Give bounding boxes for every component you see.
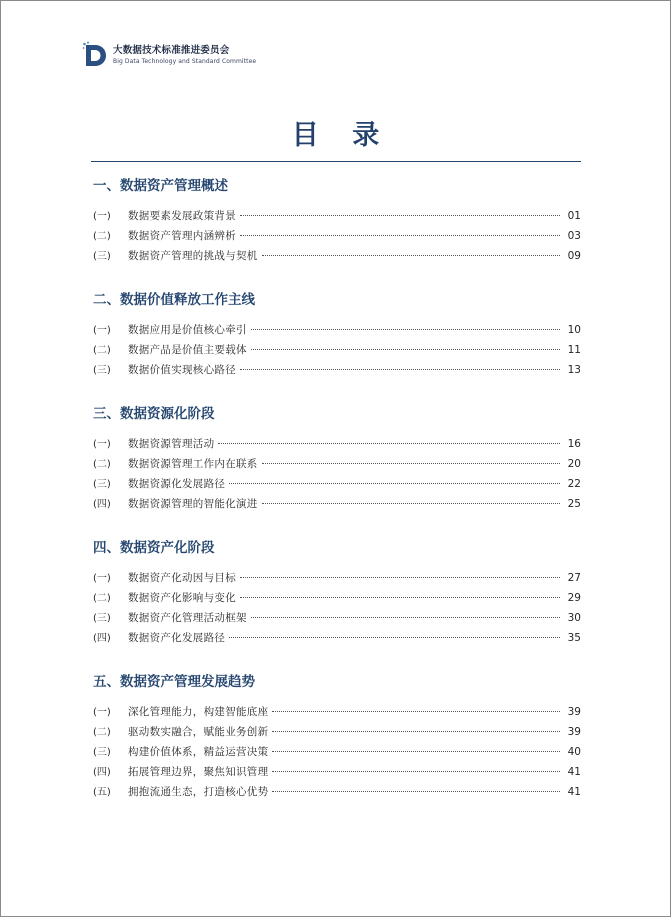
- toc-entry[interactable]: [93, 495, 581, 515]
- toc-leader-dots: [272, 770, 560, 772]
- toc-entry-number: (二): [93, 459, 111, 470]
- toc-leader-dots: [272, 730, 560, 732]
- toc-entry-title: 构建价值体系，精益运营决策: [128, 746, 269, 758]
- toc-entry-number: (二): [93, 231, 111, 242]
- toc-entry[interactable]: [93, 341, 581, 361]
- toc-entry[interactable]: [93, 743, 581, 763]
- toc-leader-dots: [262, 502, 560, 504]
- toc-entry-title: 数据资产管理的挑战与契机: [128, 250, 258, 262]
- toc-section-title[interactable]: 五、数据资产管理发展趋势: [93, 674, 255, 690]
- toc-section: [93, 672, 581, 803]
- toc-page-number: 29: [567, 592, 581, 604]
- toc-entry[interactable]: [93, 569, 581, 589]
- toc-page-number: 03: [567, 230, 581, 242]
- toc-leader-dots: [240, 596, 560, 598]
- toc-page-number: 13: [567, 364, 581, 376]
- toc-entry[interactable]: [93, 783, 581, 803]
- toc-page-number: 25: [567, 498, 581, 510]
- toc-entry-title: 拥抱流通生态，打造核心优势: [128, 786, 269, 798]
- org-name-cn: 大数据技术标准推进委员会: [113, 44, 230, 56]
- bdc-logo-icon: [82, 41, 108, 69]
- title-divider: [91, 161, 581, 162]
- toc-leader-dots: [272, 710, 560, 712]
- toc-entry-title: 驱动数实融合，赋能业务创新: [128, 726, 269, 738]
- toc-leader-dots: [229, 482, 560, 484]
- toc-entry-title: 数据资产化管理活动框架: [128, 612, 247, 624]
- toc-leader-dots: [251, 328, 560, 330]
- toc-page-number: 39: [567, 726, 581, 738]
- toc-entry[interactable]: [93, 321, 581, 341]
- toc-page-number: 39: [567, 706, 581, 718]
- toc-entry-number: (二): [93, 727, 111, 738]
- toc-entry-title: 数据资源管理活动: [128, 438, 215, 450]
- toc-leader-dots: [240, 234, 560, 236]
- toc-entry-title: 数据资源管理的智能化演进: [128, 498, 258, 510]
- toc-entry-number: (三): [93, 365, 111, 376]
- toc-entry-title: 数据资产管理内涵辨析: [128, 230, 236, 242]
- toc-section-title[interactable]: 三、数据资源化阶段: [93, 406, 215, 422]
- toc-entry-title: 拓展管理边界，聚焦知识管理: [128, 766, 269, 778]
- toc-entry-title: 数据要素发展政策背景: [128, 210, 236, 222]
- toc-leader-dots: [272, 750, 560, 752]
- toc-entry-number: (五): [93, 787, 111, 798]
- toc-entry-number: (四): [93, 767, 111, 778]
- toc-entry-number: (四): [93, 499, 111, 510]
- toc-entry-title: 数据价值实现核心路径: [128, 364, 236, 376]
- toc-leader-dots: [262, 254, 560, 256]
- toc-leader-dots: [240, 576, 560, 578]
- toc-section: [93, 176, 581, 267]
- toc-entry[interactable]: [93, 227, 581, 247]
- toc-entry[interactable]: [93, 609, 581, 629]
- toc-entry-number: (三): [93, 747, 111, 758]
- toc-section: [93, 538, 581, 649]
- toc-entry-number: (一): [93, 439, 111, 450]
- toc-entry-title: 数据资产化发展路径: [128, 632, 226, 644]
- toc-page-number: 10: [567, 324, 581, 336]
- toc-entry[interactable]: [93, 589, 581, 609]
- toc-entry[interactable]: [93, 475, 581, 495]
- toc-entry[interactable]: [93, 361, 581, 381]
- toc-leader-dots: [251, 616, 560, 618]
- org-name: [113, 45, 256, 66]
- toc-page-number: 01: [567, 210, 581, 222]
- toc-entry[interactable]: [93, 723, 581, 743]
- toc-leader-dots: [218, 442, 560, 444]
- toc-entry-number: (三): [93, 251, 111, 262]
- toc-entry-title: 数据应用是价值核心牵引: [128, 324, 247, 336]
- toc-section: [93, 290, 581, 381]
- toc-entry-number: (一): [93, 325, 111, 336]
- toc-entry[interactable]: [93, 629, 581, 649]
- toc-page-number: 20: [567, 458, 581, 470]
- toc-entry-number: (一): [93, 573, 111, 584]
- toc-page-number: 09: [567, 250, 581, 262]
- toc-entry[interactable]: [93, 703, 581, 723]
- toc-section-title[interactable]: 四、数据资产化阶段: [93, 540, 215, 556]
- toc-page-number: 11: [567, 344, 581, 356]
- toc-leader-dots: [262, 462, 560, 464]
- toc-entry-title: 数据资产化动因与目标: [128, 572, 236, 584]
- toc-entry-title: 数据资源化发展路径: [128, 478, 226, 490]
- toc-section-title[interactable]: 一、数据资产管理概述: [93, 178, 228, 194]
- page-title: 目 录: [291, 120, 392, 151]
- toc-page-number: 35: [567, 632, 581, 644]
- toc-entry-title: 数据资产化影响与变化: [128, 592, 236, 604]
- header: [82, 41, 256, 69]
- toc-entry-number: (三): [93, 613, 111, 624]
- toc-entry[interactable]: [93, 207, 581, 227]
- toc-leader-dots: [272, 790, 560, 792]
- toc-entry-number: (一): [93, 211, 111, 222]
- toc-entry[interactable]: [93, 455, 581, 475]
- toc-entry-number: (四): [93, 633, 111, 644]
- toc-leader-dots: [251, 348, 560, 350]
- org-name-en: Big Data Technology and Standard Committee: [113, 57, 257, 65]
- toc-page-number: 41: [567, 766, 581, 778]
- toc-leader-dots: [229, 636, 560, 638]
- toc-section: [93, 404, 581, 515]
- toc-entry[interactable]: [93, 247, 581, 267]
- toc-entry[interactable]: [93, 763, 581, 783]
- toc-page-number: 41: [567, 786, 581, 798]
- toc-section-title[interactable]: 二、数据价值释放工作主线: [93, 292, 255, 308]
- toc-entry-title: 深化管理能力，构建智能底座: [128, 706, 269, 718]
- toc-entry-number: (二): [93, 345, 111, 356]
- toc-entry[interactable]: [93, 435, 581, 455]
- toc-entry-number: (三): [93, 479, 111, 490]
- toc-page-number: 22: [567, 478, 581, 490]
- toc-leader-dots: [240, 368, 560, 370]
- toc-entry-title: 数据产品是价值主要载体: [128, 344, 247, 356]
- toc-page-number: 27: [567, 572, 581, 584]
- toc-page-number: 40: [567, 746, 581, 758]
- toc-page-number: 16: [567, 438, 581, 450]
- toc-page-number: 30: [567, 612, 581, 624]
- toc-entry-number: (一): [93, 707, 111, 718]
- toc-leader-dots: [240, 214, 560, 216]
- toc-entry-title: 数据资源管理工作内在联系: [128, 458, 258, 470]
- toc-entry-number: (二): [93, 593, 111, 604]
